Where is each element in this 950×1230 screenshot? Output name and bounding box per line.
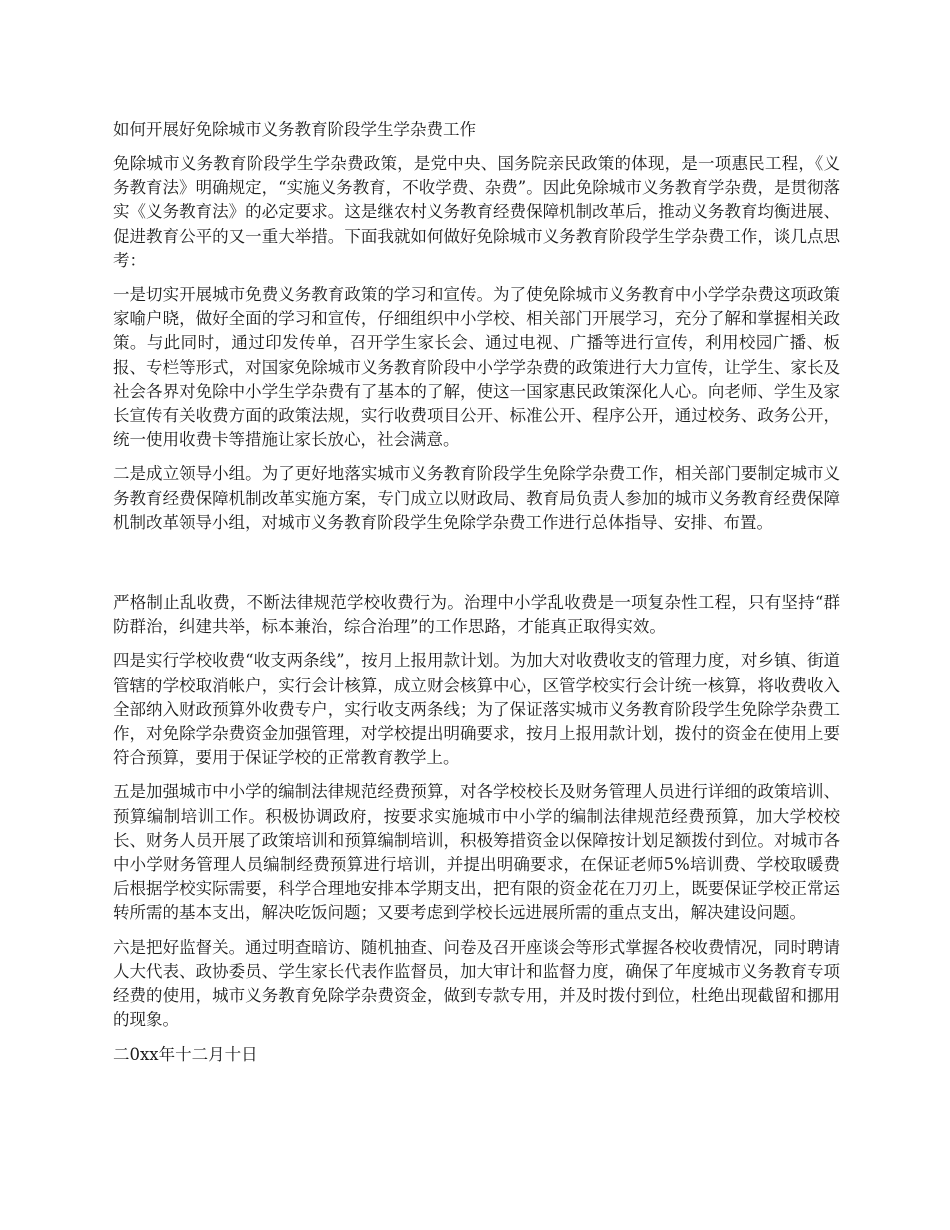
document-title: 如何开展好免除城市义务教育阶段学生学杂费工作 xyxy=(113,120,476,139)
paragraph-point-five: 五是加强城市中小学的编制法律规范经费预算，对各学校校长及财务管理人员进行详细的政策培训、预算编制培训工作。积极协调政府，按要求实施城市中小学的编制法律规范经费预算，加大学校校长、财务人员开展了政策培训和预算编制培训，积极筹措资金以保障按计划足额拨付到位。对城市各中小学财务管理人员编制经费预算进行培训，并提出明确要求，在保证老师5%培训费、学校取暖费后根据学校实际需要，科学合理地安排本学期支出，把有限的资金花在刀刃上，既要保证学校正常运转所需的基本支出，解决吃饭问题；又要考虑到学校长远进展所需的重点支出，解决建设问题。 xyxy=(113,782,840,923)
paragraph-point-six: 六是把好监督关。通过明查暗访、随机抽查、问卷及召开座谈会等形式掌握各校收费情况，同时聘请人大代表、政协委员、学生家长代表作监督员，加大审计和监督力度，确保了年度城市义务教育专项经费的使用，城市义务教育免除学杂费资金，做到专款专用，并及时拨付到位，杜绝出现截留和挪用的现象。 xyxy=(113,937,840,1030)
paragraph-point-four: 四是实行学校收费“收支两条线”，按月上报用款计划。为加大对收费收支的管理力度，对乡镇、街道管辖的学校取消帐户，实行会计核算，成立财会核算中心，区管学校实行会计统一核算，将收费收入全部纳入财政预算外收费专户，实行收支两条线；为了保证落实城市义务教育阶段学生免除学杂费工作，对免除学杂费资金加强管理，对学校提出明确要求，按月上报用款计划，拨付的资金在使用上要符合预算，要用于保证学校的正常教育教学上。 xyxy=(113,651,840,768)
document-date: 二0xx年十二月十日 xyxy=(113,1044,258,1064)
blank-gap xyxy=(113,545,840,591)
document-page xyxy=(113,118,840,1067)
paragraph-point-one: 一是切实开展城市免费义务教育政策的学习和宣传。为了使免除城市义务教育中小学学杂费这项政策家喻户晓，做好全面的学习和宣传，仔细组织中小学校、相关部门开展学习，充分了解和掌握相关政策。与此同时，通过印发传单，召开学生家长会、通过电视、广播等进行宣传，利用校园广播、板报、专栏等形式，对国家免除城市义务教育阶段中小学学杂费的政策进行大力宣传，让学生、家长及社会各界对免除中小学生学杂费有了基本的了解，使这一国家惠民政策深化人心。向老师、学生及家长宣传有关收费方面的政策法规，实行收费项目公开、标准公开、程序公开，通过校务、政务公开，统一使用收费卡等措施让家长放心，社会满意。 xyxy=(113,285,840,450)
paragraph-point-two: 二是成立领导小组。为了更好地落实城市义务教育阶段学生免除学杂费工作，相关部门要制定城市义务教育经费保障机制改革实施方案，专门成立以财政局、教育局负责人参加的城市义务教育经费保障机制改革领导小组，对城市义务教育阶段学生免除学杂费工作进行总体指导、安排、布置。 xyxy=(113,464,840,532)
paragraph-regulate-fees: 严格制止乱收费，不断法律规范学校收费行为。治理中小学乱收费是一项复杂性工程，只有坚持“群防群治，纠建共举，标本兼治，综合治理”的工作思路，才能真正取得实效。 xyxy=(113,593,840,637)
paragraph-intro: 免除城市义务教育阶段学生学杂费政策，是党中央、国务院亲民政策的体现，是一项惠民工程，《义务教育法》明确规定，“实施义务教育，不收学费、杂费”。因此免除城市义务教育学杂费，是贯彻落实《义务教育法》的必定要求。这是继农村义务教育经费保障机制改革后，推动义务教育均衡进展、促进教育公平的又一重大举措。下面我就如何做好免除城市义务教育阶段学生学杂费工作，谈几点思考： xyxy=(113,154,840,270)
